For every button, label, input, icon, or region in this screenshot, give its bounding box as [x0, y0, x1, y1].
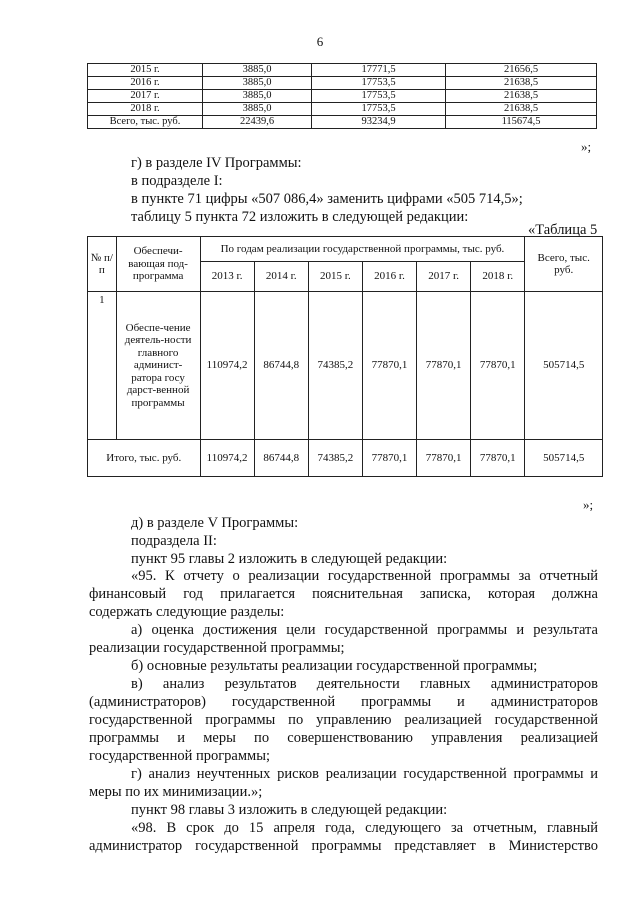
- table1-row: [88, 116, 597, 129]
- row-value-2014: 86744,8: [254, 292, 308, 440]
- item-v-line-2: (администраторов) государственной программы и администраторов: [89, 694, 598, 710]
- total-value-2016: 77870,1: [362, 440, 416, 477]
- section-d-subsection: подраздела II:: [131, 533, 217, 549]
- header-num: № п/п: [88, 237, 117, 292]
- table1-row: [88, 103, 597, 116]
- header-year: 2013 г.: [200, 262, 254, 292]
- total-sum: 505714,5: [525, 440, 603, 477]
- table1-cell: 3885,0: [203, 90, 312, 103]
- item-v-line-4: программы и меры по совершенствованию управления реализацией: [89, 730, 598, 746]
- section-g-paragraph-72: таблицу 5 пункта 72 изложить в следующей редакции:: [131, 209, 469, 225]
- item-v-line-3: государственной программы по управлению реализацией государственной: [89, 712, 598, 728]
- total-value-2018: 77870,1: [471, 440, 525, 477]
- table-caption: «Таблица 5: [528, 222, 598, 238]
- item-v-line-1: в) анализ результатов деятельности главных администраторов: [131, 676, 598, 692]
- table1-closing-quote: »;: [581, 139, 592, 154]
- row-value-2017: 77870,1: [417, 292, 471, 440]
- table1-cell: 17753,5: [312, 103, 446, 116]
- item-a-line-1: а) оценка достижения цели государственной программы и результата: [131, 622, 598, 638]
- total-value-2015: 74385,2: [308, 440, 362, 477]
- row-total: 505714,5: [525, 292, 603, 440]
- page-number: 6: [316, 34, 324, 49]
- header-year: 2015 г.: [308, 262, 362, 292]
- p95-line-3: содержать следующие разделы:: [89, 604, 285, 620]
- table1-cell: 22439,6: [203, 116, 312, 129]
- table1-cell: 2015 г.: [88, 64, 203, 77]
- table1-cell: 3885,0: [203, 77, 312, 90]
- table1-cell: 21638,5: [446, 103, 597, 116]
- table1-cell: 3885,0: [203, 64, 312, 77]
- item-v-line-5: государственной программы;: [89, 748, 270, 764]
- header-provider: Обеспечи-вающая под-программа: [116, 237, 200, 292]
- row-value-2018: 77870,1: [471, 292, 525, 440]
- table1-row: [88, 64, 597, 77]
- total-value-2017: 77870,1: [417, 440, 471, 477]
- table1-cell: 2018 г.: [88, 103, 203, 116]
- header-year: 2016 г.: [362, 262, 416, 292]
- total-label: Итого, тыс. руб.: [88, 440, 201, 477]
- header-total: Всего, тыс. руб.: [525, 237, 603, 292]
- table1-row: [88, 77, 597, 90]
- table1-cell: 17753,5: [312, 77, 446, 90]
- funding-table-continued: [87, 63, 597, 129]
- p98-line-1: «98. В срок до 15 апреля года, следующего за отчетным, главный: [131, 820, 598, 836]
- p98-line-2: администратор государственной программы представляет в Министерство: [89, 838, 598, 854]
- table1-cell: 17753,5: [312, 90, 446, 103]
- table1-cell: 21656,5: [446, 64, 597, 77]
- row-num: 1: [88, 292, 117, 440]
- total-value-2014: 86744,8: [254, 440, 308, 477]
- table1-cell: 2016 г.: [88, 77, 203, 90]
- table1-cell: 21638,5: [446, 90, 597, 103]
- table1-row: [88, 90, 597, 103]
- row-value-2015: 74385,2: [308, 292, 362, 440]
- header-year: 2017 г.: [417, 262, 471, 292]
- table1-cell: 21638,5: [446, 77, 597, 90]
- row-name: Обеспе-чение деятель-ности главного админист-ратора госу дарст-венной программы: [116, 292, 200, 440]
- p95-line-1: «95. К отчету о реализации государственной программы за отчетный: [131, 568, 598, 584]
- section-d-point-95-intro: пункт 95 главы 2 изложить в следующей редакции:: [131, 551, 448, 567]
- section-g-paragraph-71: в пункте 71 цифры «507 086,4» заменить цифрами «505 714,5»;: [131, 191, 523, 207]
- section-g-subsection: в подразделе I:: [131, 173, 223, 189]
- table1-cell: 93234,9: [312, 116, 446, 129]
- table-5: [87, 236, 603, 477]
- table1-cell: 17771,5: [312, 64, 446, 77]
- item-b: б) основные результаты реализации государственной программы;: [131, 658, 538, 674]
- header-by-years: По годам реализации государственной программы, тыс. руб.: [200, 237, 525, 262]
- table1-cell: 3885,0: [203, 103, 312, 116]
- table1-cell: Всего, тыс. руб.: [88, 116, 203, 129]
- item-a-line-2: реализации государственной программы;: [89, 640, 345, 656]
- row-value-2016: 77870,1: [362, 292, 416, 440]
- table1-cell: 2017 г.: [88, 90, 203, 103]
- table1-cell: 115674,5: [446, 116, 597, 129]
- total-value-2013: 110974,2: [200, 440, 254, 477]
- point-98-intro: пункт 98 главы 3 изложить в следующей редакции:: [131, 802, 448, 818]
- section-d-heading: д) в разделе V Программы:: [131, 515, 299, 531]
- item-g-line-1: г) анализ неучтенных рисков реализации государственной программы и: [131, 766, 598, 782]
- row-value-2013: 110974,2: [200, 292, 254, 440]
- p95-line-2: финансовый год прилагается пояснительная записка, которая должна: [89, 586, 598, 602]
- header-year: 2014 г.: [254, 262, 308, 292]
- item-g-line-2: меры по их минимизации.»;: [89, 784, 263, 800]
- header-year: 2018 г.: [471, 262, 525, 292]
- section-g-heading: г) в разделе IV Программы:: [131, 155, 302, 171]
- table2-closing-quote: »;: [583, 497, 594, 512]
